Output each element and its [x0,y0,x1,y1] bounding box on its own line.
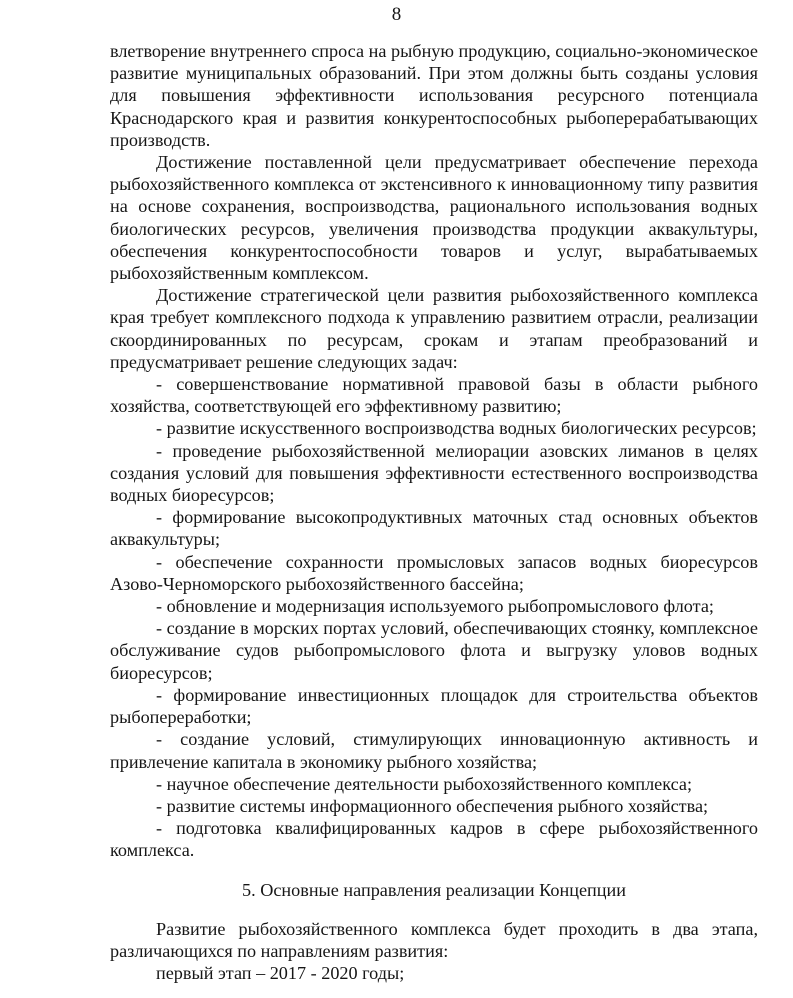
task-item: - развитие системы информационного обеспечения рыбного хозяйства; [156,795,709,816]
task-item: - подготовка квалифицированных кадров в сфере рыбохозяйственного комплекса. [110,818,758,861]
task-item: - формирование высокопродуктивных маточных стад основных объектов аквакультуры; [110,507,758,550]
task-item: - создание в морских портах условий, обеспечивающих стоянку, комплексное обслуживание судов рыбопромыслового флота и выгрузку уловов водных биоресурсов; [110,618,758,683]
page-number: 8 [391,4,402,25]
document-body [110,40,758,984]
task-item: - создание условий, стимулирующих инновационную активность и привлечение капитала в экономику рыбного хозяйства; [110,729,758,772]
paragraph-first-stage: первый этап – 2017 - 2020 годы; [156,963,405,984]
paragraph-stages: Развитие рыбохозяйственного комплекса будет проходить в два этапа, различающихся по направлениям развития: [110,918,758,961]
paragraph-strategic-goal: Достижение стратегической цели развития рыбохозяйственного комплекса края требует комплексного подхода к управлению развитием отрасли, реализации скоординированных по ресурсам, срокам и этапам преобразований и предусматривает решение следующих задач: [110,285,758,372]
task-item: - научное обеспечение деятельности рыбохозяйственного комплекса; [156,773,693,794]
paragraph-continuation: влетворение внутреннего спроса на рыбную продукцию, социально-экономическое развитие муниципальных образований. При этом должны быть созданы условия для повышения эффективности использования ресурсного потенциала Краснодарского края и развития конкурентоспособных рыбоперерабатывающих производств. [110,41,758,150]
paragraph-goal-achievement: Достижение поставленной цели предусматривает обеспечение перехода рыбохозяйственного комплекса от экстенсивного к инновационному типу развития на основе сохранения, воспроизводства, рационального использования водных биологических ресурсов, увеличения производства продукции аквакультуры, обеспечения конкурентоспособности товаров и услуг, вырабатываемых рыбохозяйственным комплексом. [110,152,758,284]
task-item: - формирование инвестиционных площадок для строительства объектов рыбопереработки; [110,684,758,728]
task-item: - совершенствование нормативной правовой базы в области рыбного хозяйства, соответствующей его эффективному развитию; [110,374,758,417]
task-item: - развитие искусственного воспроизводства водных биологических ресурсов; [156,418,757,439]
task-item: - обеспечение сохранности промысловых запасов водных биоресурсов Азово-Черноморского рыбохозяйственного бассейна; [110,551,758,594]
task-item: - проведение рыбохозяйственной мелиорации азовских лиманов в целях создания условий для повышения эффективности естественного воспроизводства водных биоресурсов; [110,440,758,506]
task-item: - обновление и модернизация используемого рыбопромыслового флота; [156,596,714,617]
section-heading: 5. Основные направления реализации Концепции [242,879,626,900]
